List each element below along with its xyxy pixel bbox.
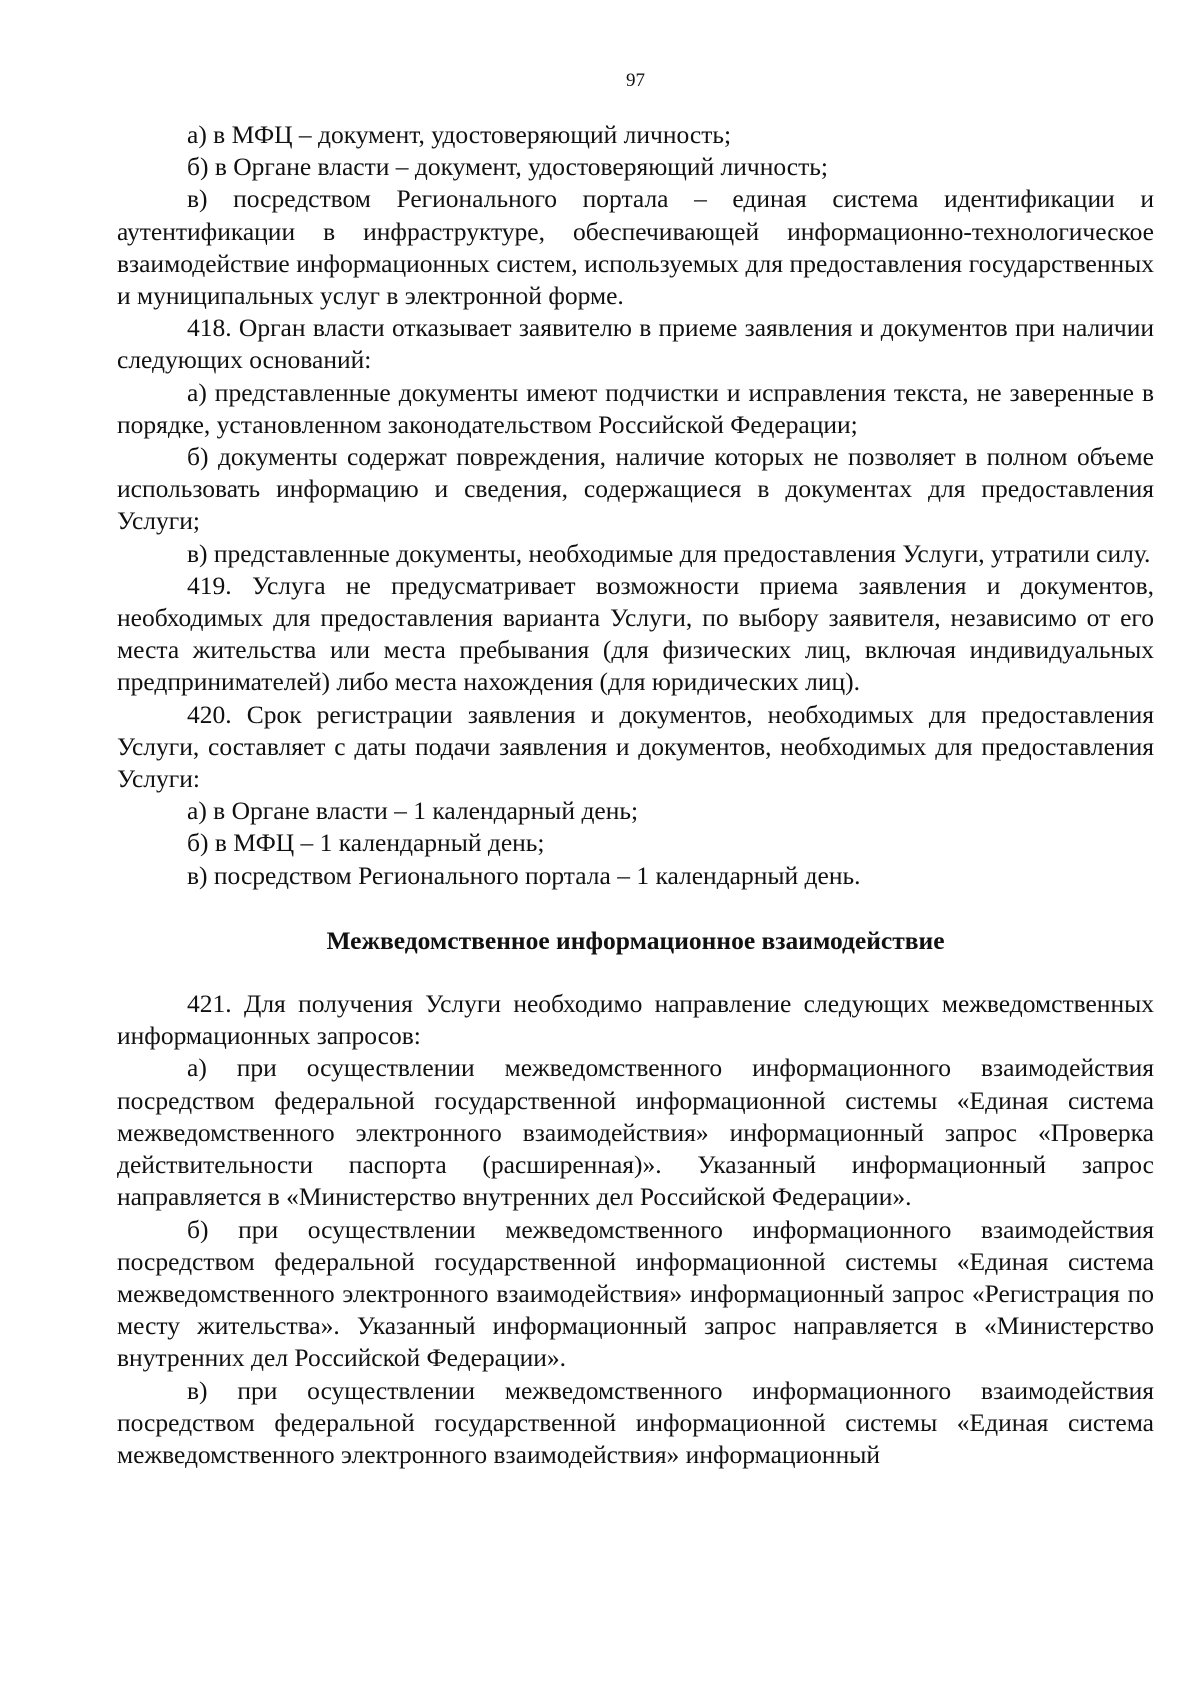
paragraph-420-a: а) в Органе власти – 1 календарный день; <box>187 796 639 826</box>
document-body <box>117 119 1154 1471</box>
page-number: 97 <box>626 70 645 91</box>
paragraph-419: 419. Услуга не предусматривает возможности приема заявления и документов, необходимых для предоставления варианта Услуги, по выбору заявителя, независимо от его места жительства или места пребывания (для физических лиц, включая индивидуальных предпринимателей) либо места нахождения (для юридических лиц). <box>117 570 1154 697</box>
paragraph-421: 421. Для получения Услуги необходимо направление следующих межведомственных информационных запросов: <box>117 989 1154 1051</box>
document-page <box>117 0 1154 1697</box>
paragraph-421-c: в) при осуществлении межведомственного информационного взаимодействия посредством федеральной государственной информационной системы «Единая система межведомственного электронного взаимодействия» информационный <box>117 1375 1154 1469</box>
paragraph-421-b: б) при осуществлении межведомственного информационного взаимодействия посредством федеральной государственной информационной системы «Единая система межведомственного электронного взаимодействия» информационный запрос «Регистрация по месту жительства». Указанный информационный запрос направляется в «Министерство внутренних дел Российской Федерации». <box>117 1214 1154 1373</box>
section-heading: Межведомственное информационное взаимодействие <box>326 925 945 955</box>
paragraph-identity-authority: б) в Органе власти – документ, удостоверяющий личность; <box>187 152 828 182</box>
paragraph-418-c: в) представленные документы, необходимые для предоставления Услуги, утратили силу. <box>187 538 1151 568</box>
paragraph-421-a: а) при осуществлении межведомственного информационного взаимодействия посредством федеральной государственной информационной системы «Единая система межведомственного электронного взаимодействия» информационный запрос «Проверка действительности паспорта (расширенная)». Указанный информационный запрос направляется в «Министерство внутренних дел Российской Федерации». <box>117 1053 1154 1212</box>
paragraph-420: 420. Срок регистрации заявления и документов, необходимых для предоставления Услуги, составляет с даты подачи заявления и документов, необходимых для предоставления Услуги: <box>117 699 1154 794</box>
paragraph-418-a: а) представленные документы имеют подчистки и исправления текста, не заверенные в порядке, установленном законодательством Российской Федерации; <box>117 377 1154 439</box>
paragraph-identity-portal: в) посредством Регионального портала – единая система идентификации и аутентификации в инфраструктуре, обеспечивающей информационно-технологическое взаимодействие информационных систем, используемых для предоставления государственных и муниципальных услуг в электронной форме. <box>117 184 1154 311</box>
paragraph-418: 418. Орган власти отказывает заявителю в приеме заявления и документов при наличии следующих оснований: <box>117 313 1154 375</box>
paragraph-identity-mfc: а) в МФЦ – документ, удостоверяющий личность; <box>187 120 732 149</box>
paragraph-420-b: б) в МФЦ – 1 календарный день; <box>187 828 545 858</box>
paragraph-420-c: в) посредством Регионального портала – 1 календарный день. <box>187 860 861 890</box>
paragraph-418-b: б) документы содержат повреждения, наличие которых не позволяет в полном объеме использовать информацию и сведения, содержащиеся в документах для предоставления Услуги; <box>117 442 1154 536</box>
